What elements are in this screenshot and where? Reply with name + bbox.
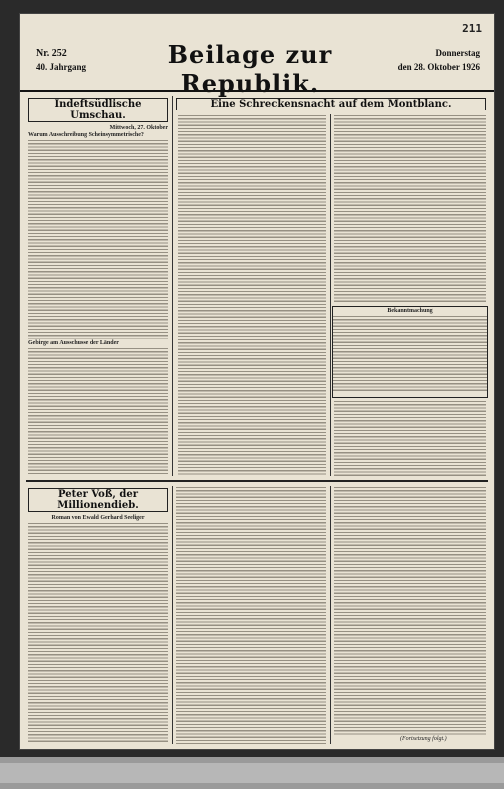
viewer-bottom-strip (0, 763, 504, 783)
column-rule (330, 114, 331, 476)
notice-box-body (333, 315, 487, 393)
right-article-col-2 (334, 114, 486, 304)
section-rule (26, 480, 488, 482)
left-article (28, 96, 168, 476)
newspaper-page (20, 14, 494, 749)
left-article-subhead-1: Warum Ausschreibung Scheinsymmetrische? (28, 132, 144, 138)
serial-body-1 (28, 522, 168, 744)
right-article-heading-wrap (176, 96, 486, 110)
left-article-heading: Indeftsüdlische Umschau. (28, 98, 168, 122)
volume-label: 40. Jahrgang (36, 62, 87, 72)
serial-col-1 (28, 486, 168, 744)
notice-box-heading: Bekanntmachung (387, 308, 433, 314)
right-article-heading: Eine Schreckensnacht auf dem Montblanc. (176, 98, 486, 110)
serial-col-3 (334, 486, 486, 736)
column-rule (172, 96, 173, 476)
right-article-body-1 (178, 114, 326, 476)
right-article-col-2b (334, 400, 486, 476)
left-article-body-2 (28, 347, 168, 476)
serial-col-2 (176, 486, 326, 744)
serial-continued: (Fortsetzung folgt.) (400, 736, 447, 742)
serial-body-2 (176, 486, 326, 744)
left-article-subhead-2: Gebirge am Ausschusse der Länder (28, 340, 119, 346)
newspaper-title: Beilage zur Republik. (167, 40, 333, 98)
column-rule (172, 486, 173, 744)
serial-byline: Roman von Ewald Gerhard Seeliger (51, 515, 145, 521)
serial-heading: Peter Voß, der Millionendieb. (28, 488, 168, 512)
right-article-body-2 (334, 114, 486, 304)
right-article-col-1 (178, 114, 326, 476)
left-article-body (28, 139, 168, 339)
issue-number: Nr. 252 (36, 48, 67, 59)
page-folio: 211 (462, 22, 482, 35)
masthead (20, 38, 494, 98)
left-article-dateline: Mittwoch, 27. Oktober (109, 125, 168, 131)
weekday: Donnerstag (435, 48, 480, 58)
right-article-body-3 (334, 400, 486, 476)
issue-date: den 28. Oktober 1926 (397, 62, 480, 72)
viewer-bottom-bar (0, 757, 504, 789)
serial-body-3 (334, 486, 486, 736)
column-rule (330, 486, 331, 744)
notice-box (332, 306, 488, 398)
